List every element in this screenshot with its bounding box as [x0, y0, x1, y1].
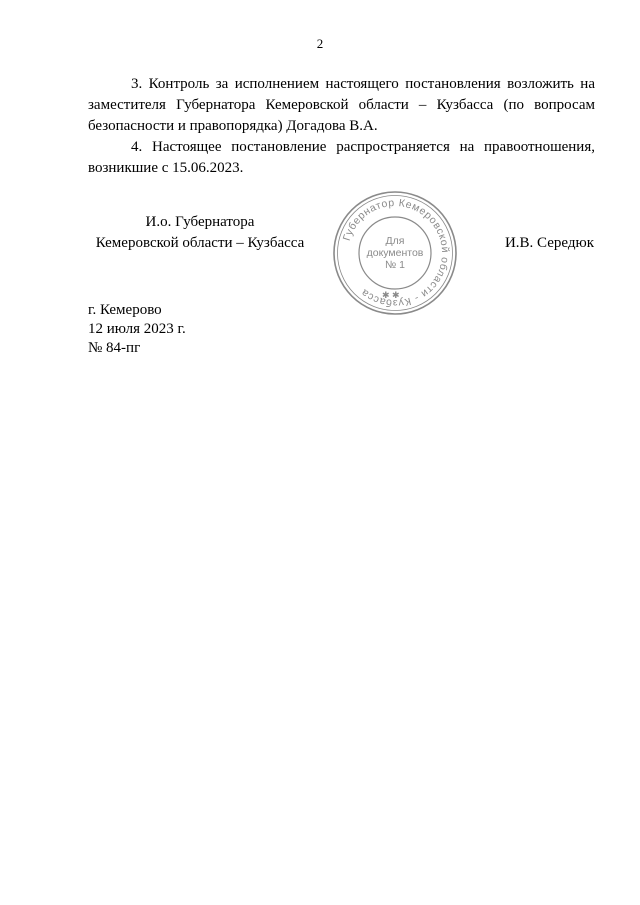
- seal-star-icon: ✱ ✱: [382, 290, 400, 300]
- paragraph-4: 4. Настоящее постановление распространяется на правоотношения, возникшие с 15.06.2023.: [88, 139, 595, 176]
- signatory-title-line2: Кемеровской области – Кузбасса: [95, 235, 305, 251]
- document-body: [88, 74, 595, 179]
- seal-center-line2: документов: [366, 247, 424, 259]
- signatory-title-line1: И.о. Губернатора: [145, 214, 255, 230]
- document-number: № 84-пг: [88, 340, 141, 356]
- seal-center-line1: Для: [385, 235, 405, 247]
- page-number: 2: [316, 36, 324, 51]
- document-requisites: [88, 301, 186, 358]
- seal-ring-text: Губернатор Кемеровской области - Кузбасса: [340, 196, 452, 310]
- document-city: г. Кемерово: [88, 302, 162, 318]
- document-date: 12 июля 2023 г.: [88, 321, 186, 337]
- seal-center-line3: № 1: [384, 259, 406, 271]
- signatory-name: И.В. Середюк: [504, 235, 594, 251]
- paragraph-3: 3. Контроль за исполнением настоящего постановления возложить на заместителя Губернатора Кемеровской области – Кузбасса (по вопросам безопасности и правопорядка) Догадова В.А.: [88, 76, 595, 134]
- official-seal: [330, 188, 460, 318]
- signatory-title: [90, 212, 310, 254]
